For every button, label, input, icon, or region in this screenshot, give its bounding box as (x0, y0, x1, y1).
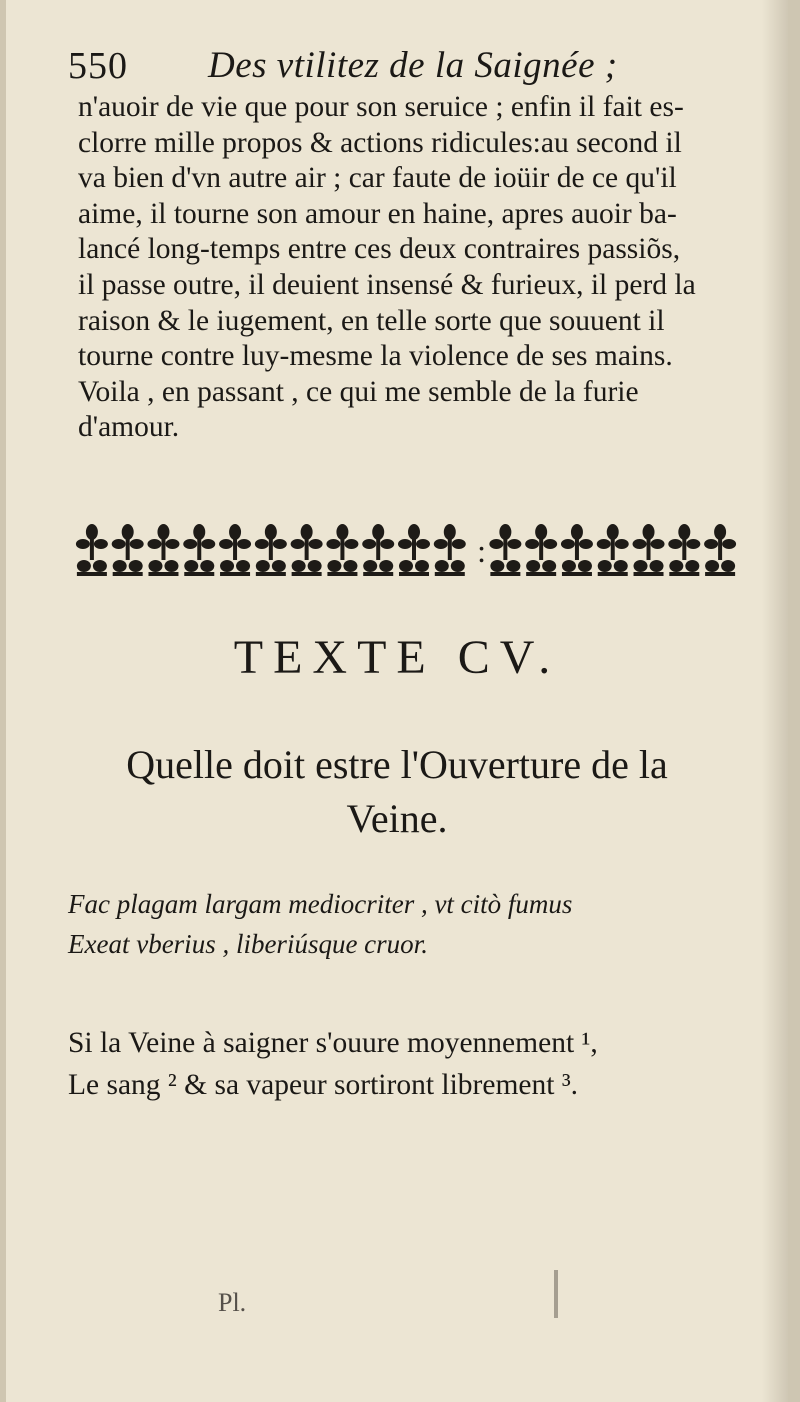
body-line: raison & le iugement, en telle sorte que souuent il (78, 304, 665, 337)
subtitle-line: Quelle doit estre l'Ouverture de la (126, 742, 668, 787)
body-line: va bien d'vn autre air ; car faute de ioüir de ce qu'il (78, 162, 677, 195)
fleuron-icon (489, 524, 521, 576)
section-subtitle (6, 738, 788, 846)
fleuron-icon (147, 524, 179, 576)
fleuron-icon (633, 524, 665, 576)
latin-verse (68, 884, 768, 964)
french-verse-line: Le sang ² & sa vapeur sortiront librement ³. (68, 1069, 579, 1101)
page-number: 550 (68, 45, 128, 87)
fleuron-icon (398, 524, 430, 576)
fleuron-ornament-band (70, 520, 750, 582)
body-paragraph (78, 90, 778, 446)
body-line: aime, il tourne son amour en haine, apres auoir ba- (78, 197, 677, 230)
fleuron-icon (525, 524, 557, 576)
body-line: n'auoir de vie que pour son seruice ; enfin il fait es- (78, 91, 684, 123)
body-line: tourne contre luy-mesme la violence de ses mains. (78, 340, 673, 373)
paper-blemish (554, 1270, 558, 1318)
fleuron-icon (561, 524, 593, 576)
fleuron-icon (291, 524, 323, 576)
section-heading: TEXTE CV. (233, 631, 561, 684)
fleuron-icon (362, 524, 394, 576)
fleuron-icon (219, 524, 251, 576)
body-line: d'amour. (78, 411, 180, 444)
fleuron-icon (255, 524, 287, 576)
fleuron-icon (704, 524, 736, 576)
fleuron-icon (434, 524, 466, 576)
latin-verse-line: Fac plagam largam mediocriter , vt citò fumus (68, 889, 573, 919)
body-line: lancé long-temps entre ces deux contraires passiõs, (78, 233, 681, 266)
body-line: il passe outre, il deuient insensé & furieux, il perd la (78, 268, 696, 301)
body-line: clorre mille propos & actions ridicules:au second il (78, 126, 682, 159)
signature-mark: Pl. (218, 1288, 247, 1317)
french-verse-line: Si la Veine à saigner s'ouure moyennement ¹, (68, 1027, 598, 1059)
fleuron-icon (326, 524, 358, 576)
fleuron-icon (76, 524, 108, 576)
french-verse (68, 1022, 768, 1106)
fleuron-icon (112, 524, 144, 576)
running-head-title: Des vtilitez de la Saignée ; (208, 45, 618, 86)
body-line: Voila , en passant , ce qui me semble de la furie (78, 375, 639, 408)
ornament-separator: : (477, 533, 487, 569)
fleuron-icon (668, 524, 700, 576)
fleuron-icon (183, 524, 215, 576)
latin-verse-line: Exeat vberius , liberiúsque cruor. (68, 929, 428, 959)
running-head (68, 40, 668, 92)
subtitle-line: Veine. (346, 796, 448, 841)
fleuron-icon (597, 524, 629, 576)
